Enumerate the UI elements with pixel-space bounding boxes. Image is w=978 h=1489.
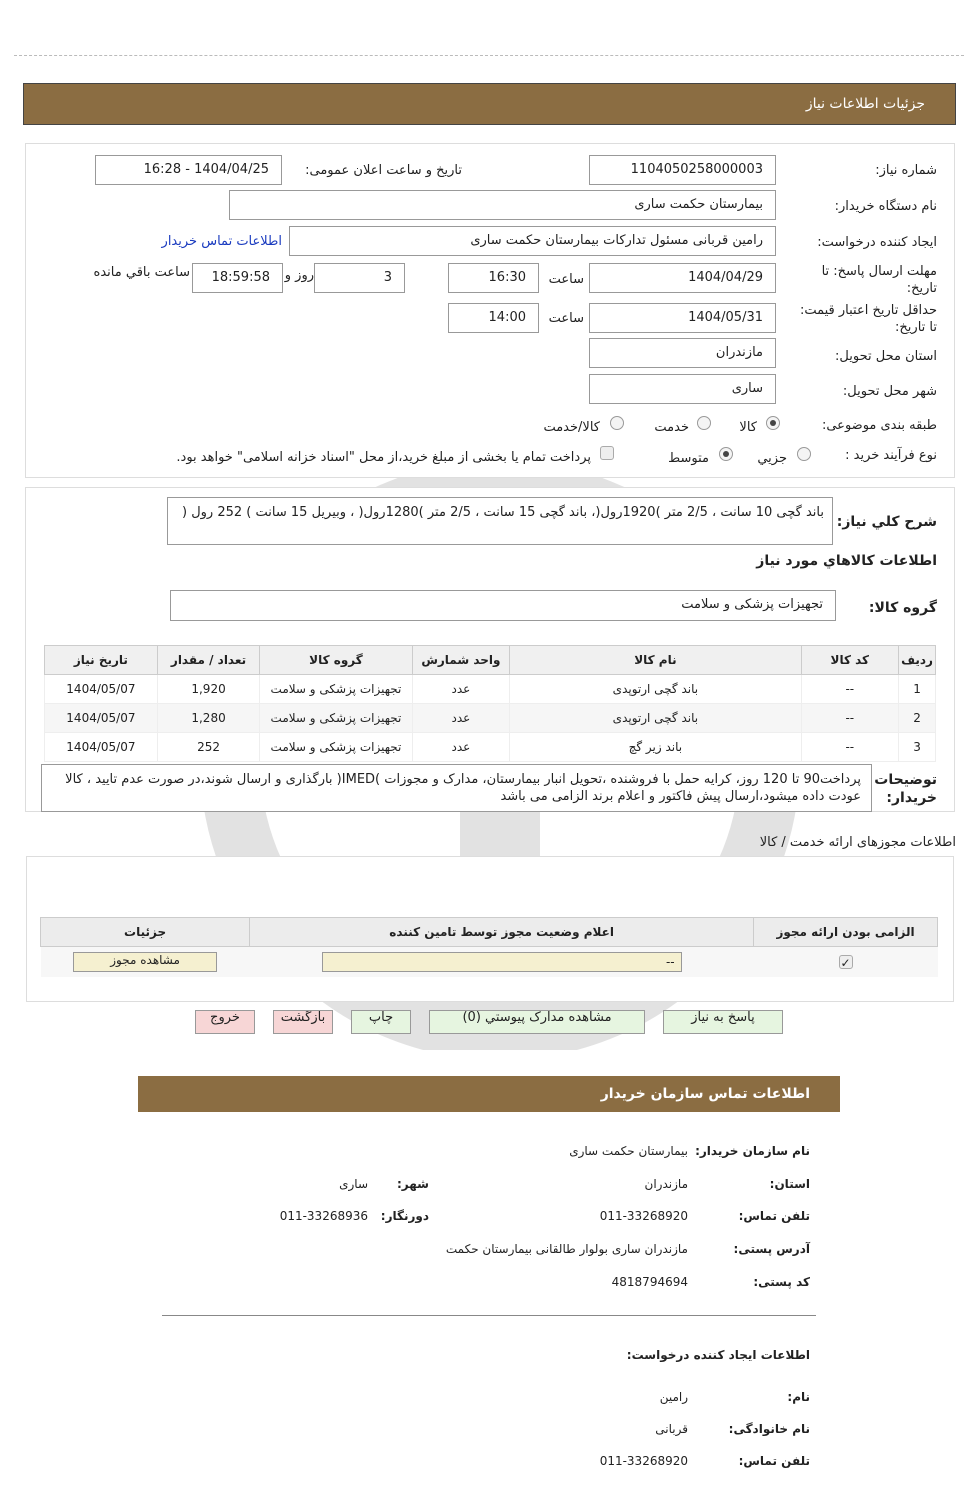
items-group-header: گروه کالا: [260, 646, 412, 675]
contact-city-label: شهر:: [397, 1177, 429, 1191]
table-cell: عدد: [412, 675, 510, 704]
org-label: نام سازمان خریدار:: [695, 1144, 810, 1158]
table-cell: 1404/05/07: [45, 675, 158, 704]
table-cell: --: [801, 675, 898, 704]
need-number-label: شماره نیاز:: [875, 163, 937, 178]
deadline-time-label: ساعت: [548, 272, 584, 287]
table-cell: 2: [899, 704, 936, 733]
contact-divider: [162, 1315, 816, 1316]
deadline-date-field: 1404/04/29: [589, 263, 776, 293]
days-label: روز و: [284, 268, 314, 283]
license-required-checkbox[interactable]: ✓: [840, 956, 851, 971]
table-cell: 1404/05/07: [45, 704, 158, 733]
contact-phone-value: 011-33268920: [599, 1209, 688, 1223]
page-title: جزئیات اطلاعات نیاز: [805, 96, 925, 112]
table-cell: 1404/05/07: [45, 733, 158, 762]
table-cell: 252: [157, 733, 260, 762]
creator-info-title: اطلاعات ایجاد کننده درخواست:: [626, 1348, 810, 1362]
exit-button[interactable]: خروج: [195, 1010, 255, 1034]
address-value: مازندران ساری بولوار طالقانی بیمارستان حکمت: [445, 1242, 688, 1256]
org-value: بیمارستان حکمت ساری: [569, 1144, 688, 1158]
creator-name-label: نام:: [787, 1390, 810, 1404]
process-partial-label: جزیي: [757, 451, 787, 466]
view-license-button[interactable]: مشاهده مجوز: [73, 952, 217, 972]
treasury-text: پرداخت تمام یا بخشی از مبلغ خرید،از محل "اسناد خزانه اسلامی" خواهد بود.: [176, 450, 591, 465]
city-field: ساری: [589, 374, 776, 404]
summary-text: باند گچی 10 سانت ، 2/5 متر )1920رول(، باند گچی 15 سانت ، 2/5 متر )1280رول( ، وبیریل 15 سانت ) 252 رول (: [167, 497, 833, 545]
table-cell: 1,280: [157, 704, 260, 733]
postal-value: 4818794694: [611, 1275, 688, 1289]
items-table: [44, 645, 936, 762]
license-status-field[interactable]: --: [322, 952, 682, 972]
licenses-table: [40, 917, 938, 977]
validity-time-field: 14:00: [448, 303, 539, 333]
table-row: [45, 733, 936, 762]
notes-text: پرداخت90 تا 120 روز، کرایه حمل با فروشنده ،تحویل انبار بیمارستان، مدارک و مجوزات )IMED( بارگذاری و ارسال شوند،در صورت عدم تایید ، کالا عودت داده میشود،ارسال پیش فاکتور و اعلام برند الزامی می باشد: [41, 764, 872, 812]
reply-button[interactable]: پاسخ به نیاز: [663, 1010, 783, 1034]
table-cell: تجهیزات پزشکی و سلامت: [260, 704, 412, 733]
category-goods-label: کالا: [739, 420, 757, 435]
items-title: اطلاعات کالاهاي مورد نیاز: [756, 553, 937, 569]
group-label: گروه کالا:: [868, 600, 937, 616]
buyer-org-field: بیمارستان حکمت ساری: [229, 190, 776, 220]
licenses-title: اطلاعات مجوزهای ارائه خدمت / کالا: [759, 835, 956, 850]
table-cell: تجهیزات پزشکی و سلامت: [260, 733, 412, 762]
category-both-label: کالا/خدمت: [543, 420, 600, 435]
deadline-time-field: 16:30: [448, 263, 539, 293]
province-label: استان محل تحویل:: [835, 349, 937, 364]
table-cell: عدد: [412, 733, 510, 762]
table-row: [45, 675, 936, 704]
validity-label: حداقل تاریخ اعتبار قیمت: تا تاریخ:: [799, 303, 937, 335]
category-service-label: خدمت: [654, 420, 689, 435]
contact-city-value: ساری: [339, 1177, 368, 1191]
process-label: نوع فرآیند خرید :: [845, 448, 937, 463]
contact-header-bar: [138, 1076, 840, 1112]
table-cell: باند گچی ارتوپدی: [510, 675, 801, 704]
license-details-header: جزئیات: [41, 918, 250, 947]
group-field: تجهیزات پزشکی و سلامت: [170, 590, 836, 621]
contact-province-label: استان:: [769, 1177, 810, 1191]
table-cell: باند گچی ارتوپدی: [510, 704, 801, 733]
creator-family-value: قربانی: [655, 1422, 688, 1436]
remaining-time-field: 18:59:58: [192, 263, 283, 293]
items-qty-header: تعداد / مقدار: [157, 646, 260, 675]
table-cell: 1,920: [157, 675, 260, 704]
items-row-header: ردیف: [899, 646, 936, 675]
process-medium-radio[interactable]: [719, 447, 733, 461]
category-label: طبقه بندی موضوعی:: [821, 418, 937, 433]
creator-phone-value: 011-33268920: [599, 1454, 688, 1468]
validity-date-field: 1404/05/31: [589, 303, 776, 333]
items-date-header: تاریخ نیاز: [45, 646, 158, 675]
details-header-bar: [23, 83, 956, 125]
table-cell: 1: [899, 675, 936, 704]
deadline-label: مهلت ارسال پاسخ: تا تاریخ:: [821, 264, 937, 296]
table-cell: عدد: [412, 704, 510, 733]
remaining-label: ساعت باقي مانده: [93, 265, 190, 280]
table-cell: --: [801, 733, 898, 762]
creator-family-label: نام خانوادگی:: [728, 1422, 810, 1436]
announce-label: تاریخ و ساعت اعلان عمومی:: [305, 163, 462, 178]
print-button[interactable]: چاپ: [351, 1010, 411, 1034]
category-service-radio[interactable]: [697, 416, 711, 430]
table-row: [45, 704, 936, 733]
need-number-field: 1104050258000003: [589, 155, 776, 185]
postal-label: کد پستی:: [753, 1275, 810, 1289]
creator-label: ایجاد کننده درخواست:: [817, 235, 937, 250]
province-field: مازندران: [589, 338, 776, 368]
address-label: آدرس پستی:: [733, 1242, 810, 1256]
contact-title: اطلاعات تماس سازمان خریدار: [600, 1086, 810, 1102]
items-name-header: نام کالا: [510, 646, 801, 675]
category-both-radio[interactable]: [610, 416, 624, 430]
back-button[interactable]: بازگشت: [273, 1010, 333, 1034]
summary-label: شرح کلي نیاز:: [836, 514, 937, 530]
table-cell: --: [801, 704, 898, 733]
buyer-contact-link[interactable]: اطلاعات تماس خریدار: [161, 234, 282, 249]
items-unit-header: واحد شمارش: [412, 646, 510, 675]
process-partial-radio[interactable]: [797, 447, 811, 461]
buyer-org-label: نام دستگاه خریدار:: [834, 199, 937, 214]
creator-field: رامین قربانی مسئول تدارکات بیمارستان حکمت ساری: [289, 226, 776, 256]
table-cell: 3: [899, 733, 936, 762]
fax-label: دورنگار:: [380, 1209, 429, 1223]
days-field: 3: [314, 263, 405, 293]
table-cell: تجهیزات پزشکی و سلامت: [260, 675, 412, 704]
contact-phone-label: تلفن تماس:: [738, 1209, 810, 1223]
notes-label: توضیحات خریدار:: [874, 772, 937, 806]
table-cell: باند زیر گچ: [510, 733, 801, 762]
announce-field: 1404/04/25 - 16:28: [95, 155, 282, 185]
license-status-header: اعلام وضعیت مجوز توسط تامین کننده: [250, 918, 754, 947]
process-medium-label: متوسط: [668, 451, 709, 466]
contact-province-value: مازندران: [644, 1177, 688, 1191]
fax-value: 011-33268936: [279, 1209, 368, 1223]
category-goods-radio[interactable]: [766, 416, 780, 430]
license-required-header: الزامی بودن ارائه مجوز: [754, 918, 938, 947]
treasury-checkbox[interactable]: [600, 446, 614, 460]
items-code-header: کد کالا: [801, 646, 898, 675]
creator-name-value: رامین: [659, 1390, 688, 1404]
top-divider: [14, 55, 964, 56]
attachments-button[interactable]: مشاهده مدارک پیوستي (0): [429, 1010, 645, 1034]
creator-phone-label: تلفن تماس:: [738, 1454, 810, 1468]
city-label: شهر محل تحویل:: [842, 384, 937, 399]
validity-time-label: ساعت: [548, 311, 584, 326]
